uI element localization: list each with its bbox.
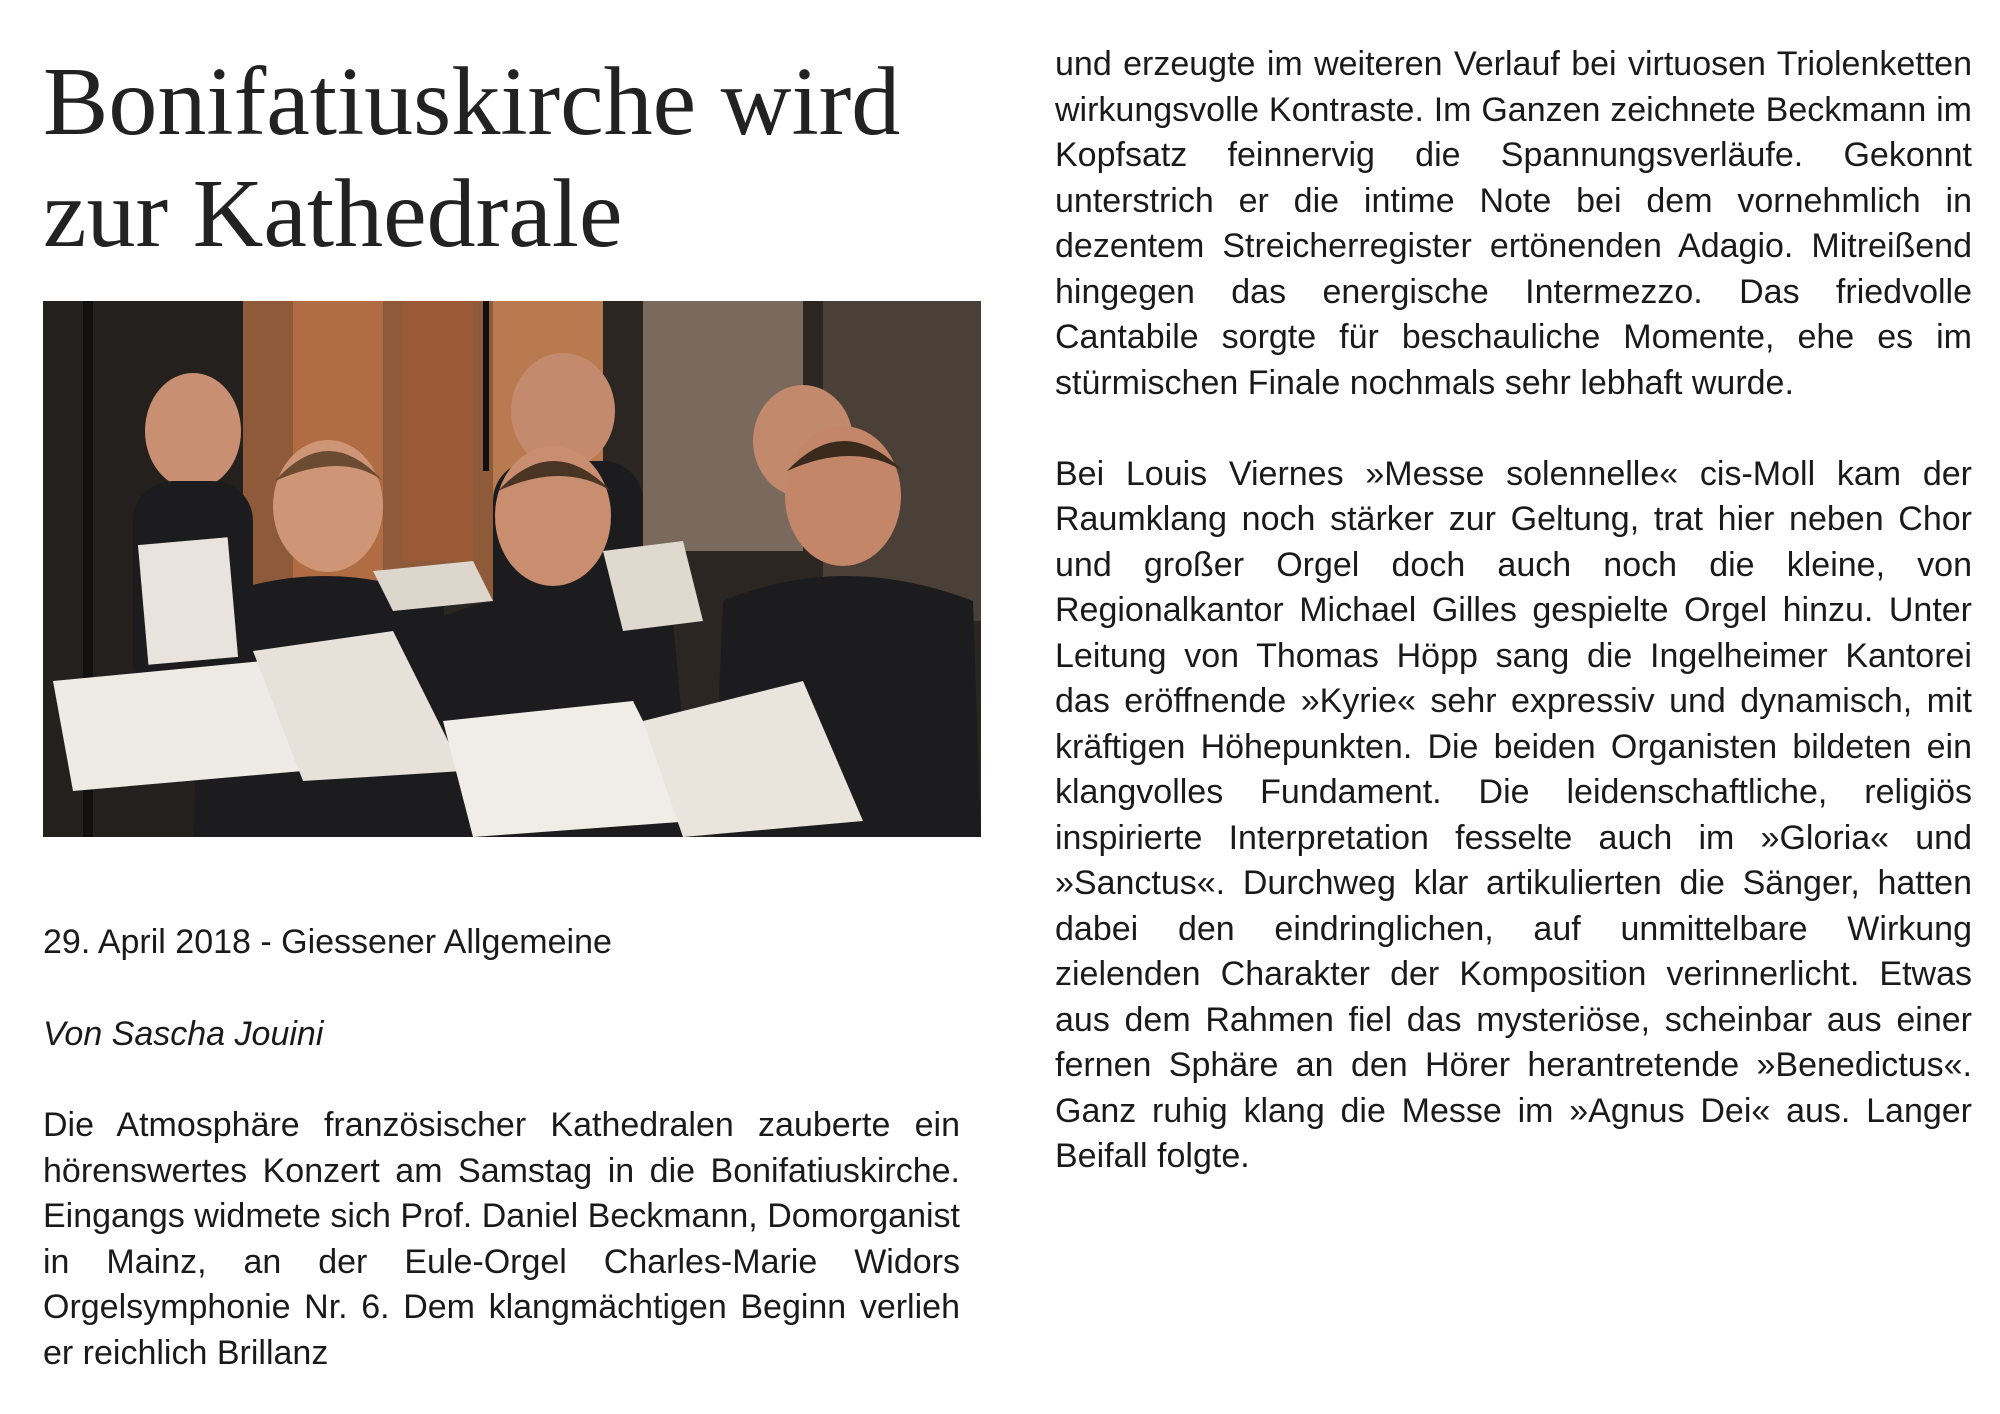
- body-paragraph-1: Die Atmosphäre französischer Kathedralen zauberte ein hörenswertes Konzert am Samstag in die Bonifatiuskirche. Eingangs widmete sich Prof. Daniel Beckmann, Domorganist in Mainz, an der Eule-Orgel Charles-Marie Widors Orgelsymphonie Nr. 6. Dem klangmächtigen Beginn verlieh er reichlich Brillanz: [43, 1106, 960, 1372]
- author-byline: Von Sascha Jouini: [43, 1015, 324, 1053]
- date-source: 29. April 2018 - Giessener Allgemeine: [43, 923, 612, 961]
- right-column: [1055, 42, 1972, 1180]
- headline: Bonifatiuskirche wird zur Kathedrale: [43, 48, 901, 268]
- body-paragraph-2: Bei Louis Viernes »Messe solennelle« cis-Moll kam der Raumklang noch stärker zur Geltung, trat hier neben Chor und großer Orgel doch auch noch die kleine, von Regionalkantor Michael Gilles gespielte Orgel hinzu. Unter Leitung von Thomas Höpp sang die Ingelheimer Kantorei das eröffnende »Kyrie« sehr expressiv und dynamisch, mit kräftigen Höhepunkten. Die beiden Organisten bildeten ein klangvolles Fundament. Die leidenschaftliche, religiös inspirierte Interpretation fesselte auch im »Gloria« und »Sanctus«. Durchweg klar artikulierten die Sänger, hatten dabei den eindringlichen, auf unmittelbare Wirkung zielenden Charakter der Komposition verinnerlicht. Etwas aus dem Rahmen fiel das mysteriöse, scheinbar aus einer fernen Sphäre an den Hörer herantretende »Benedictus«. Ganz ruhig klang die Messe im »Agnus Dei« aus. Langer Beifall folgte.: [1055, 454, 1972, 1175]
- body-paragraph-1-continued: und erzeugte im weiteren Verlauf bei virtuosen Triolenketten wirkungsvolle Kontraste. Im Ganzen zeichnete Beckmann im Kopfsatz feinnervig die Spannungsverläufe. Gekonnt unterstrich er die intime Note bei dem vornehmlich in dezentem Streicherregister ertönenden Adagio. Mitreißend hingegen das energische Intermezzo. Das friedvolle Cantabile sorgte für beschauliche Momente, ehe es im stürmischen Finale nochmals sehr lebhaft wurde.: [1055, 45, 1972, 402]
- choir-photo-icon: [43, 301, 981, 837]
- choir-photo: [43, 301, 981, 837]
